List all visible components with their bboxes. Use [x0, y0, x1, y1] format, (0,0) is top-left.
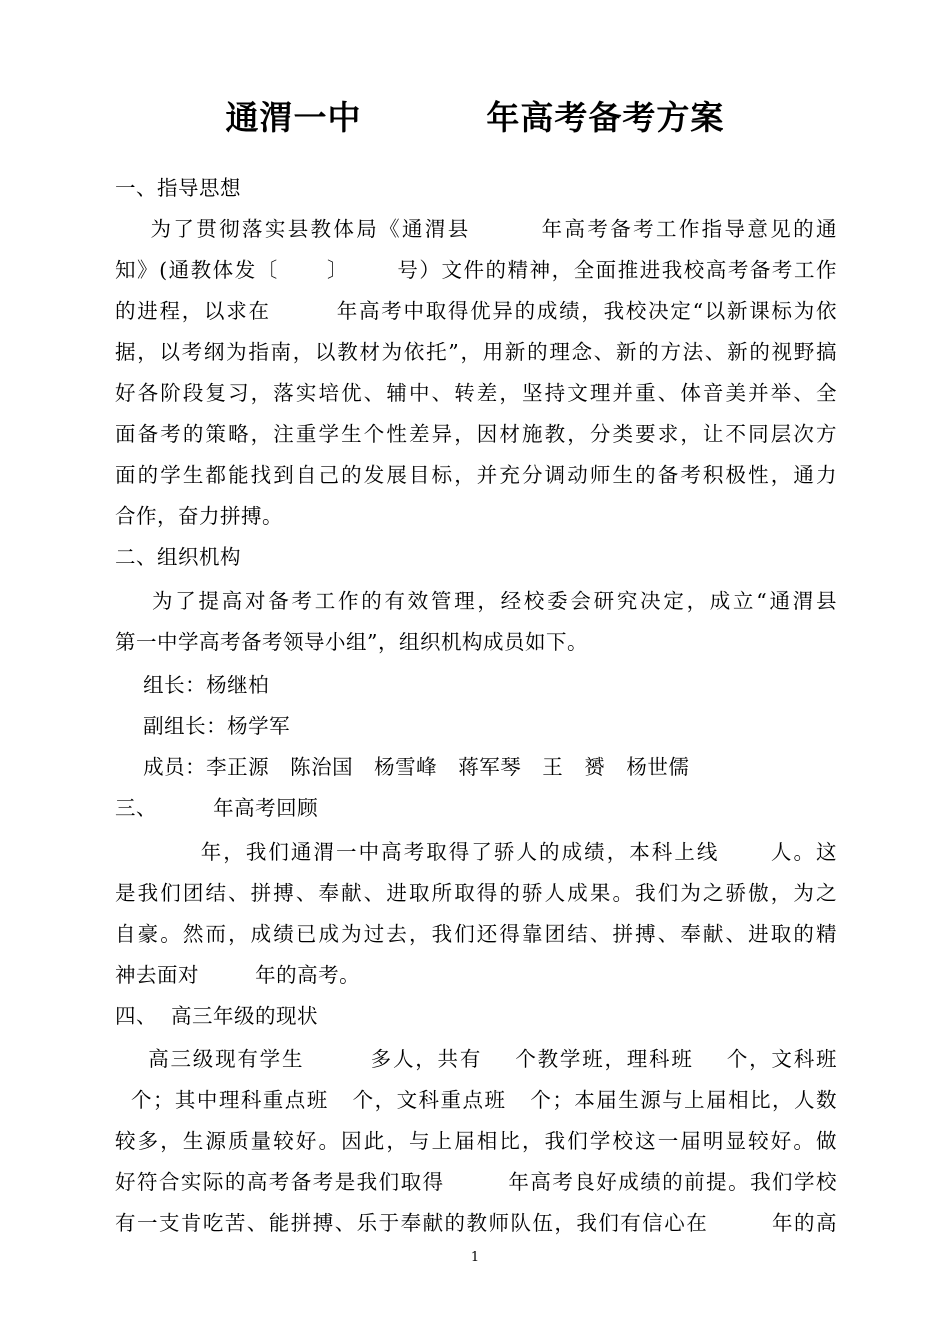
- body-line: 面备考的策略，注重学生个性差异，因材施教，分类要求，让不同层次方: [115, 422, 837, 446]
- body-line: 好各阶段复习，落实培优、辅中、转差，坚持文理并重、体音美并举、全: [115, 381, 837, 405]
- body-line: 的进程，以求在 年高考中取得优异的成绩，我校决定“以新课标为依: [115, 299, 837, 323]
- leader-line: 组长：杨继柏: [115, 673, 270, 697]
- body-line: 面的学生都能找到自己的发展目标，并充分调动师生的备考积极性，通力: [115, 463, 837, 487]
- body-line: 为了提高对备考工作的有效管理，经校委会研究决定，成立“通渭县: [115, 589, 837, 613]
- body-line: 第一中学高考备考领导小组”，组织机构成员如下。: [115, 630, 588, 654]
- body-line: 知》(通教体发〔 〕 号）文件的精神，全面推进我校高考备考工作: [115, 258, 837, 282]
- document-title: 通渭一中 年高考备考方案: [225, 98, 725, 137]
- section-heading-2: 二、组织机构: [115, 545, 241, 569]
- body-line: 好符合实际的高考备考是我们取得 年高考良好成绩的前提。我们学校: [115, 1170, 837, 1194]
- body-line: 是我们团结、拼搏、奉献、进取所取得的骄人成果。我们为之骄傲，为之: [115, 881, 837, 905]
- body-line: 年，我们通渭一中高考取得了骄人的成绩，本科上线 人。这: [115, 840, 837, 864]
- section-heading-3: 三、 年高考回顾: [115, 796, 319, 820]
- body-line: 有一支肯吃苦、能拼搏、乐于奉献的教师队伍，我们有信心在 年的高: [115, 1211, 837, 1235]
- members-line: 成员：李正源 陈治国 杨雪峰 蒋军琴 王 赟 杨世儒: [115, 755, 690, 779]
- body-line: 高三级现有学生 多人，共有 个教学班，理科班 个，文科班: [115, 1047, 837, 1071]
- section-heading-4: 四、 高三年级的现状: [115, 1004, 319, 1028]
- body-line: 据，以考纲为指南，以教材为依托”，用新的理念、新的方法、新的视野搞: [115, 340, 837, 364]
- body-line: 合作，奋力拼搏。: [115, 504, 283, 528]
- section-heading-1: 一、指导思想: [115, 176, 241, 200]
- body-line: 个；其中理科重点班 个，文科重点班 个；本届生源与上届相比，人数: [115, 1088, 837, 1112]
- body-line: 为了贯彻落实县教体局《通渭县 年高考备考工作指导意见的通: [115, 217, 837, 241]
- deputy-leader-line: 副组长：杨学军: [115, 714, 291, 738]
- body-line: 较多，生源质量较好。因此，与上届相比，我们学校这一届明显较好。做: [115, 1129, 837, 1153]
- body-line: 自豪。然而，成绩已成为过去，我们还得靠团结、拼搏、奉献、进取的精: [115, 922, 837, 946]
- body-line: 神去面对 年的高考。: [115, 963, 361, 987]
- page-number: 1: [470, 1250, 480, 1265]
